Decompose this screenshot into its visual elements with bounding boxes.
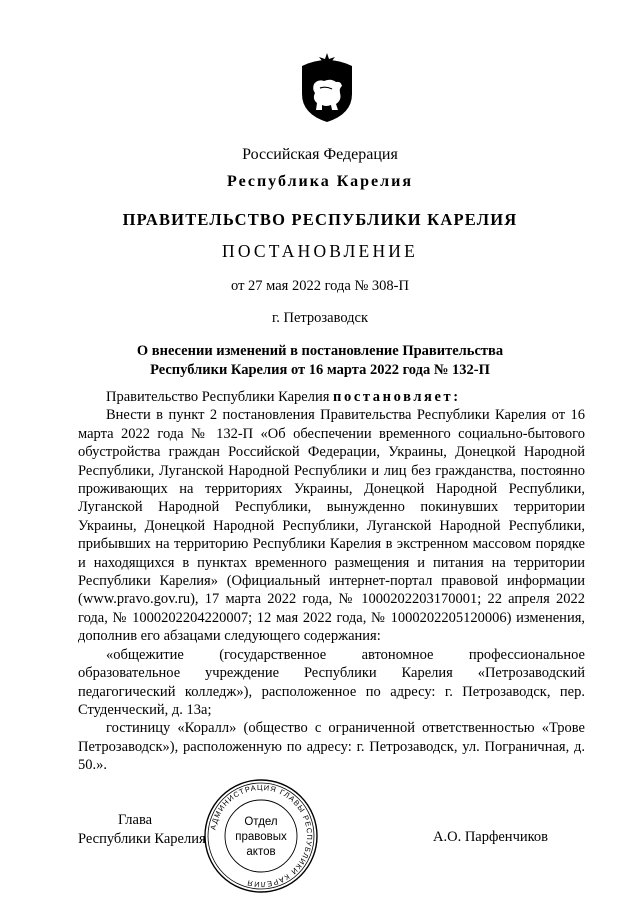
subject-line-1: О внесении изменений в постановление Правительства	[136, 343, 504, 359]
signatory-name: А.О. Парфенчиков	[433, 829, 549, 845]
country-name: Российская Федерация	[242, 146, 398, 163]
republic-name: Республика Карелия	[227, 173, 413, 190]
coat-of-arms-emblem	[298, 52, 356, 124]
document-subject	[120, 342, 520, 380]
stamp-line-1: Отдел	[244, 816, 278, 828]
paragraph-main: Внести в пункт 2 постановления Правительства Республики Карелия от 16 марта 2022 года № 132-П «Об обеспечении временного социально-бытового обустройства граждан Российской Федерации, Украины, Донецкой Народной Республики, Луганской Народной Республики и лиц без гражданства, постоянно проживающих на территориях Украины, Донецкой Народной Республики, Луганской Народной Республики, вынужденно покинувших территории Украины, Донецкой Народной Республики, Луганской Народной Республики, прибывших на территорию Республики Карелия в экстренном массовом порядке и находящихся в пунктах временного размещения и питания на территории Республики Карелия» (Официальный интернет-портал правовой информации (www.pravo.gov.ru), 17 марта 2022 года, № 1000202203170001; 22 апреля 2022 года, № 1000202204220007; 12 мая 2022 года, № 1000202205120006) изменения, дополнив его абзацами следующего содержания:	[78, 407, 585, 645]
signatory-title-line-2: Республики Карелия	[78, 830, 206, 847]
decree-intro	[78, 388, 585, 406]
document-type: ПОСТАНОВЛЕНИЕ	[221, 241, 419, 261]
document-city: г. Петрозаводск	[271, 310, 369, 326]
paragraph-dormitory: «общежитие (государственное автономное профессиональное образовательное учреждение Республики Карелия «Петрозаводский педагогический колледж»), расположенное по адресу: г. Петрозаводск, пер. Студенческий, д. 13а;	[78, 646, 585, 718]
paragraph-hotel: гостиницу «Коралл» (общество с ограниченной ответственностью «Трове Петрозаводск»), расположенную по адресу: г. Петрозаводск, ул. Пограничная, д. 50.».	[78, 720, 585, 774]
official-stamp	[202, 777, 320, 895]
government-heading: ПРАВИТЕЛЬСТВО РЕСПУБЛИКИ КАРЕЛИЯ	[122, 210, 518, 229]
stamp-ring-text: АДМИНИСТРАЦИЯ ГЛАВЫ РЕСПУБЛИКИ КАРЕЛИЯ	[208, 782, 315, 890]
subject-line-2: Республики Карелия от 16 марта 2022 года № 132-П	[150, 362, 490, 378]
stamp-line-2: правовых	[235, 831, 287, 843]
signatory-title-line-1: Глава	[118, 812, 153, 828]
decree-intro-text: Правительство Республики Карелия	[106, 389, 334, 405]
document-body	[78, 388, 585, 775]
decree-word: постановляет:	[333, 389, 461, 405]
stamp-line-3: актов	[246, 846, 276, 858]
document-date-number: от 27 мая 2022 года № 308-П	[231, 278, 409, 294]
signatory-title	[78, 811, 218, 848]
